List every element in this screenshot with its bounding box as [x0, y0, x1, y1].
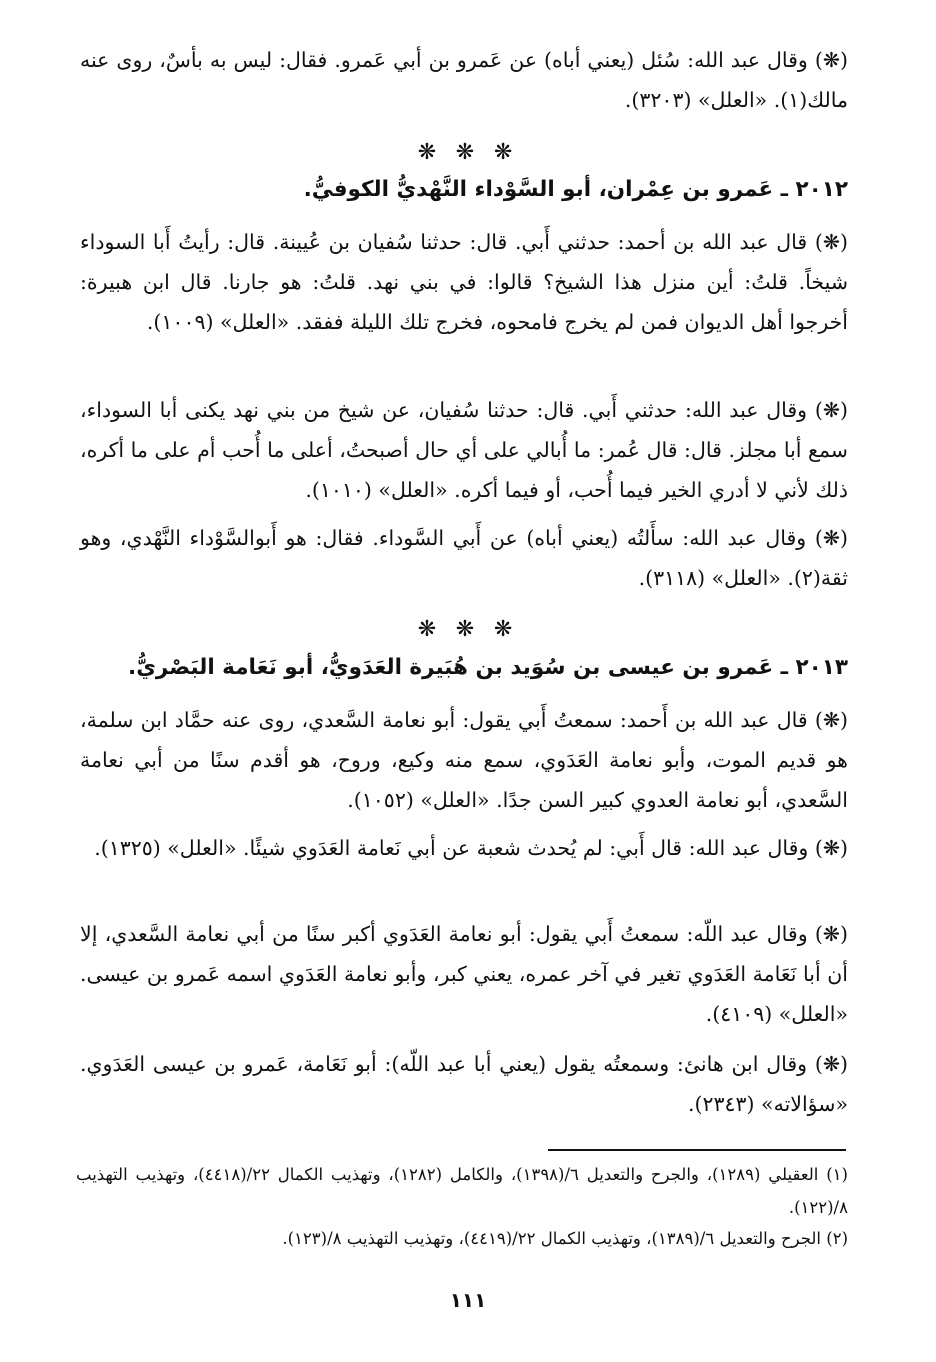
paragraph-2012-narration-2: (❋) وقال عبد الله: حدثني أَبي. قال: حدثنا سُفيان، عن شيخ من بني نهد يكنى أبا السوداء، سمع أبا مجلز. قال: قال عُمر: ما أُبالي على أي حال أصبحتُ، أعلى ما أُحب أم على ما أكره، ذلك لأني لا أدري الخير فيما أُحب، أو فيما أكره. «العلل» (١٠١٠).: [80, 398, 848, 502]
paragraph-2013-narration-1: (❋) قال عبد الله بن أَحمد: سمعتُ أَبي يقول: أبو نعامة السَّعدي، روى عنه حمَّاد ابن سلمة، هو قديم الموت، وأبو نعامة العَدَوي، سمع منه وكيع، وروح، هو أقدم سنًا من أبي نعامة السَّعدي، أبو نعامة العدوي كبير السن جدًا. «العلل» (١٠٥٢).: [80, 708, 848, 812]
paragraph-2012-narration-3: (❋) وقال عبد الله: سأَلتُه (يعني أباه) عن أَبي السَّوداء. فقال: هو أَبوالسَّوْداء النَّهْدي، وهو ثقة(٢). «العلل» (٣١١٨).: [80, 526, 848, 590]
paragraph-2013-narration-2: (❋) وقال عبد الله: قال أَبي: لم يُحدث شعبة عن أبي نَعامة العَدَوي شيئًا. «العلل» (١٣٢٥).: [94, 836, 848, 860]
footnote-1: (١) العقيلي (١٢٨٩)، والجرح والتعديل ٦/(١٣٩٨)، والكامل (١٢٨٢)، وتهذيب الكمال ٢٢/(٤٤١٨)، وتهذيب التهذيب ٨/(١٢٢).: [76, 1165, 848, 1217]
paragraph-2012-narration-1: (❋) قال عبد الله بن أحمد: حدثني أَبي. قال: حدثنا سُفيان بن عُيينة. قال: رأيتُ أَبا السوداء شيخاً. قلتُ: أين منزل هذا الشيخ؟ قالوا: في بني نهد. قلتُ: هو جارنا. قال ابن هبيرة: أخرجوا أهل الديوان فمن لم يخرج فامحوه، فخرج تلك الليلة ففقد. «العلل» (١٠٠٩).: [80, 230, 848, 334]
page-number: ١١١: [449, 1288, 487, 1312]
paragraph-amr-ibn-abi-amr: (❋) وقال عبد الله: سُئل (يعني أباه) عن عَمرو بن أبي عَمرو. فقال: ليس به بأسٌ، روى عنه مالك(١). «العلل» (٣٢٠٣).: [80, 48, 848, 112]
section-separator: ❋ ❋ ❋: [417, 617, 519, 642]
footnote-2: (٢) الجرح والتعديل ٦/(١٣٨٩)، وتهذيب الكمال ٢٢/(٤٤١٩)، وتهذيب التهذيب ٨/(١٢٣).: [282, 1229, 848, 1248]
entry-heading-2013: ٢٠١٣ ـ عَمرو بن عيسى بن سُوَيد بن هُبَيرة العَدَويُّ، أبو نَعَامة البَصْريُّ.: [128, 655, 848, 680]
footnote-divider: [548, 1149, 846, 1151]
section-separator: ❋ ❋ ❋: [417, 140, 519, 165]
paragraph-2013-narration-4: (❋) وقال ابن هانئ: وسمعتُه يقول (يعني أبا عبد اللّه): أبو نَعَامة، عَمرو بن عيسى العَدَوي. «سؤالاته» (٢٣٤٣).: [80, 1052, 848, 1116]
paragraph-2013-narration-3: (❋) وقال عبد اللّه: سمعتُ أَبي يقول: أبو نعامة العَدَوي أكبر سنًا من أبي نعامة السَّعدي، إلا أن أبا نَعَامة العَدَوي تغير في آخر عمره، يعني كبر، وأبو نعامة العَدَوي اسمه عَمرو بن عيسى. «العلل» (٤١٠٩).: [80, 922, 848, 1026]
entry-heading-2012: ٢٠١٢ ـ عَمرو بن عِمْران، أبو السَّوْداء النَّهْديُّ الكوفيُّ.: [303, 177, 848, 202]
